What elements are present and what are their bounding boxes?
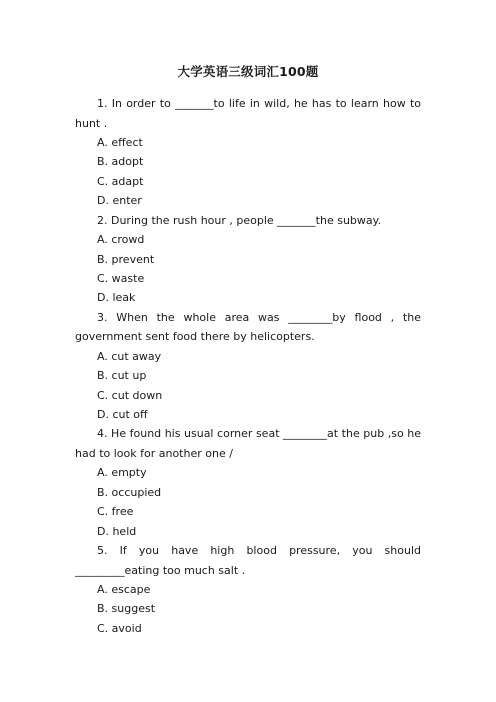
question-text: 3. When the whole area was ________by flood , the government sent food there by helicopters. xyxy=(75,310,421,344)
option-a: A. escape xyxy=(97,583,151,596)
option-d: D. held xyxy=(97,524,137,538)
question-text: 5. If you have high blood pressure, you should _________eating too much salt . xyxy=(75,544,421,577)
option-c: C. free xyxy=(97,505,134,519)
question-text: 2. During the rush hour , people _______the subway. xyxy=(97,213,382,227)
option-d: D. enter xyxy=(97,194,142,208)
option-a: A. cut away xyxy=(97,349,162,363)
option-a: A. crowd xyxy=(97,233,145,247)
question-text: 4. He found his usual corner seat ________at the pub ,so he had to look for another one / xyxy=(75,427,421,460)
question-text: 1. In order to _______to life in wild, he has to learn how to hunt . xyxy=(75,97,421,130)
question-block xyxy=(75,94,421,211)
question-block xyxy=(75,308,421,425)
option-b: B. cut up xyxy=(97,369,147,383)
option-c: C. adapt xyxy=(97,174,144,188)
option-c: C. waste xyxy=(97,271,145,285)
option-b: B. suggest xyxy=(97,602,156,616)
question-block xyxy=(75,211,421,308)
option-a: A. empty xyxy=(97,466,147,480)
option-c: C. cut down xyxy=(97,388,163,402)
option-a: A. effect xyxy=(97,136,143,149)
option-b: B. prevent xyxy=(97,252,155,266)
question-list xyxy=(75,94,421,638)
option-b: B. occupied xyxy=(97,485,162,499)
option-b: B. adopt xyxy=(97,155,144,169)
option-d: D. cut off xyxy=(97,407,148,421)
question-block xyxy=(75,541,421,638)
option-c: C. avoid xyxy=(97,621,142,635)
option-d: D. leak xyxy=(97,291,136,305)
question-block xyxy=(75,424,421,541)
document-title: 大学英语三级词汇100题 xyxy=(177,64,319,79)
